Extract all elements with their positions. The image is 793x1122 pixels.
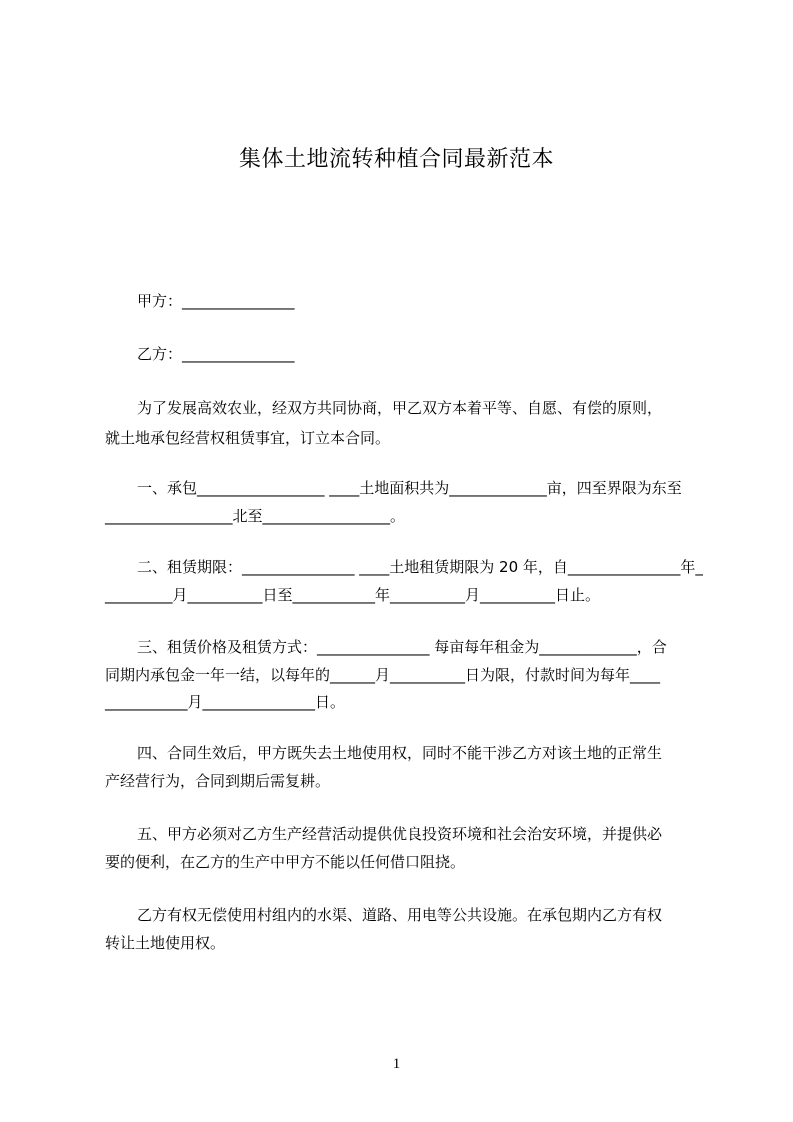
page-number: 1 bbox=[392, 1056, 401, 1072]
clause-1-line-1: 一、承包_________________ ____土地面积共为_____________亩，四至界限为东至 bbox=[137, 479, 682, 497]
party-a-line: 甲方：_______________ bbox=[137, 292, 295, 310]
clause-2-line-1: 二、租赁期限：_______________ ____土地租赁期限为 20 年，自_______________年_ bbox=[137, 558, 703, 576]
clause-3-line-1: 三、租赁价格及租赁方式：_______________ 每亩每年租金为_____________，合 bbox=[137, 638, 667, 656]
party-b-line: 乙方：_______________ bbox=[137, 345, 295, 363]
clause-1-line-2: _________________北至_________________。 bbox=[105, 507, 406, 525]
clause-3-line-2: 同期内承包金一年一结，以每年的______月__________日为限，付款时间为每年____ bbox=[105, 666, 661, 684]
clause-2-line-2: _________月__________日至___________年__________月__________日止。 bbox=[105, 586, 601, 604]
clause-6-line-1: 乙方有权无偿使用村组内的水渠、道路、用电等公共设施。在承包期内乙方有权 bbox=[137, 906, 663, 924]
intro-line-1: 为了发展高效农业，经双方共同协商，甲乙双方本着平等、自愿、有偿的原则， bbox=[137, 399, 663, 417]
document-title: 集体土地流转种植合同最新范本 bbox=[238, 147, 554, 172]
clause-4-line-1: 四、合同生效后，甲方既失去土地使用权，同时不能干涉乙方对该土地的正常生 bbox=[137, 744, 663, 762]
clause-3-line-3: ___________月_______________日。 bbox=[105, 693, 346, 711]
clause-5-line-1: 五、甲方必须对乙方生产经营活动提供优良投资环境和社会治安环境，并提供必 bbox=[137, 825, 663, 843]
clause-5-line-2: 要的便利，在乙方的生产中甲方不能以任何借口阻挠。 bbox=[105, 853, 466, 871]
clause-6-line-2: 转让土地使用权。 bbox=[105, 934, 226, 952]
intro-line-2: 就土地承包经营权租赁事宜，订立本合同。 bbox=[105, 429, 391, 447]
clause-4-line-2: 产经营行为，合同到期后需复耕。 bbox=[105, 772, 331, 790]
